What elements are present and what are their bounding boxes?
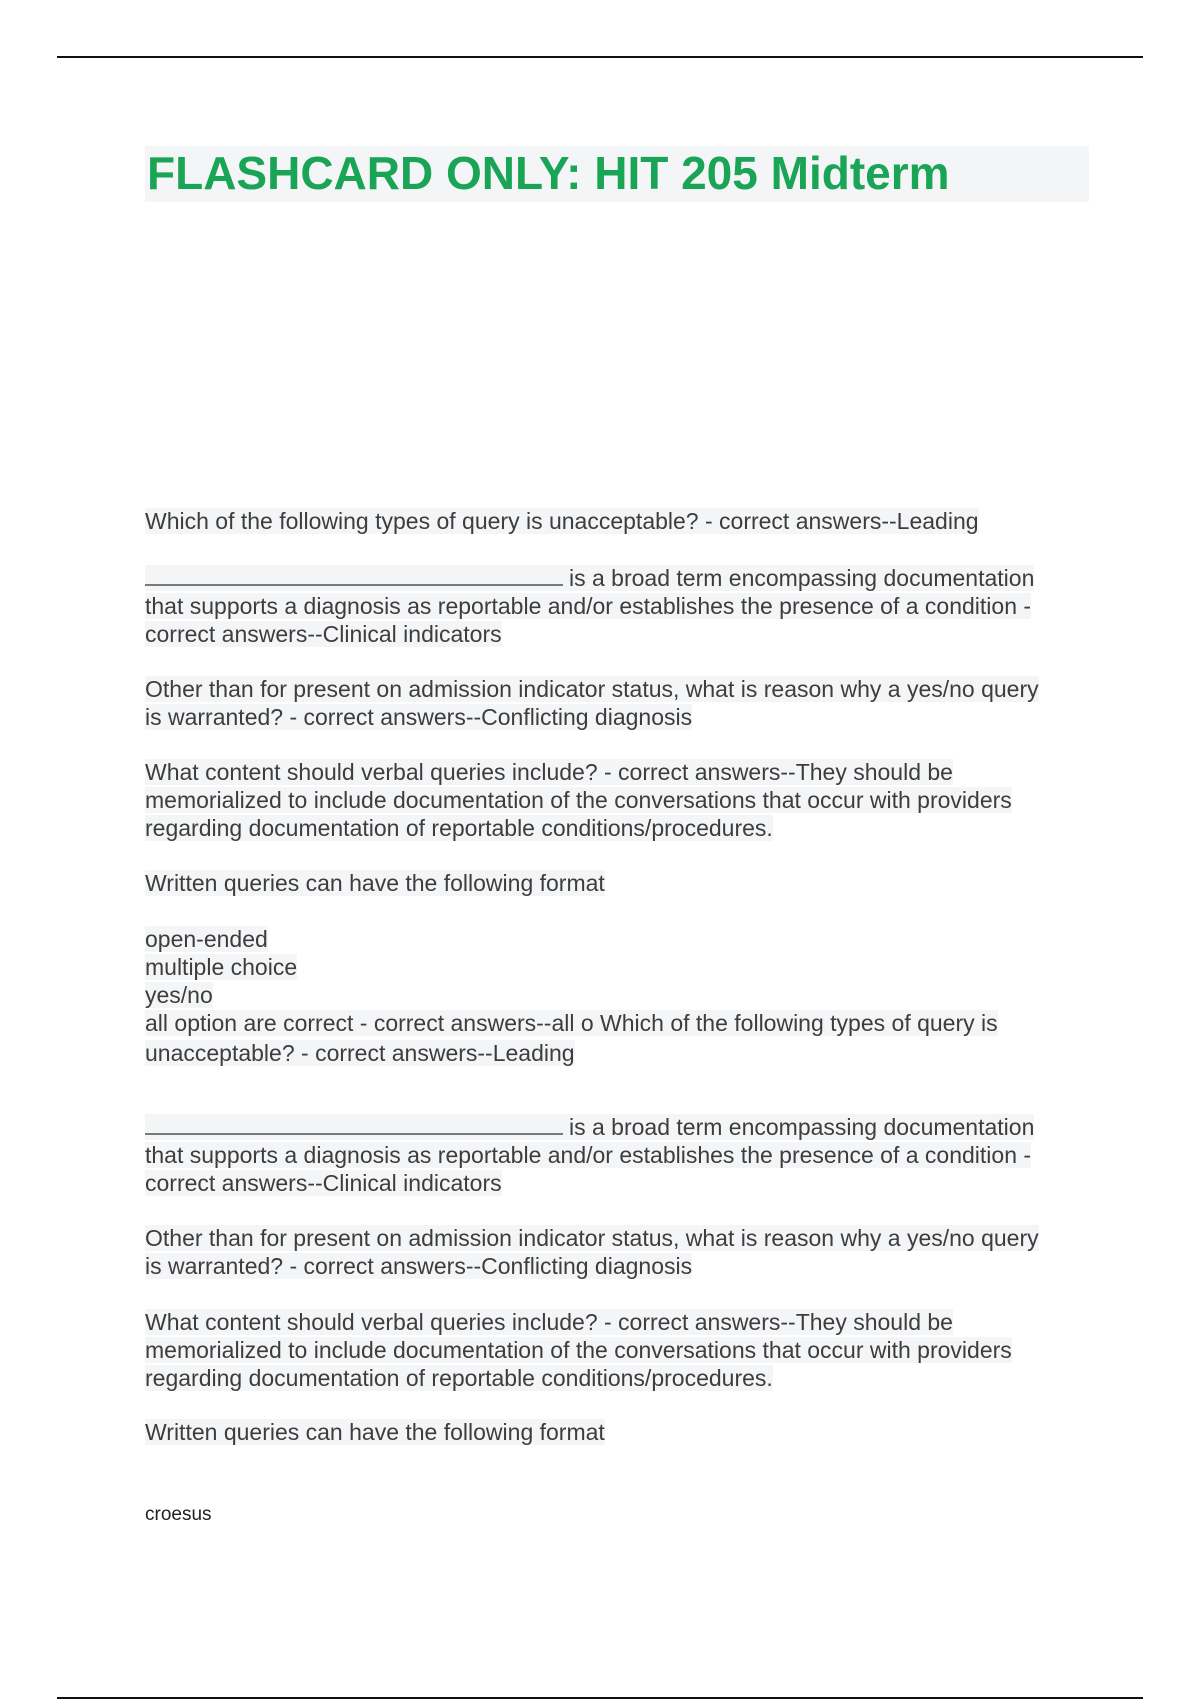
flashcard-7	[145, 1113, 1095, 1197]
card-text-line: multiple choice	[145, 954, 298, 980]
card-text-line: What content should verbal queries include? - correct answers--They should be	[145, 1309, 953, 1335]
flashcard-6	[145, 925, 1095, 1067]
flashcard-8	[145, 1224, 1095, 1280]
card-text-line: yes/no	[145, 982, 213, 1008]
bottom-rule	[57, 1697, 1143, 1699]
card-text-line: correct answers--Clinical indicators	[145, 1170, 502, 1196]
card-text-line: Other than for present on admission indicator status, what is reason why a yes/no query	[145, 676, 1039, 702]
card-text-line: that supports a diagnosis as reportable and/or establishes the presence of a condition -	[145, 1142, 1032, 1168]
flashcard-5	[145, 869, 1095, 897]
flashcard-4	[145, 758, 1095, 842]
card-text-line: is a broad term encompassing documentation	[569, 1114, 1035, 1140]
card-text-line: is warranted? - correct answers--Conflicting diagnosis	[145, 704, 693, 730]
card-text-line: Written queries can have the following format	[145, 1419, 605, 1445]
card-text-line: Which of the following types of query is unacceptable? - correct answers--Leading	[145, 508, 979, 534]
flashcard-3	[145, 675, 1095, 731]
flashcard-2	[145, 564, 1095, 648]
flashcard-10	[145, 1418, 1095, 1446]
footer-author-name: croesus	[145, 1504, 212, 1525]
flashcard-1	[145, 507, 1095, 535]
card-text-line: Written queries can have the following format	[145, 870, 605, 896]
card-text-line: unacceptable? - correct answers--Leading	[145, 1040, 575, 1066]
card-text-line: memorialized to include documentation of the conversations that occur with providers	[145, 787, 1012, 813]
card-text-line: all option are correct - correct answers--all o Which of the following types of query is	[145, 1010, 998, 1036]
flashcard-9	[145, 1308, 1095, 1392]
card-text-line: that supports a diagnosis as reportable and/or establishes the presence of a condition -	[145, 593, 1032, 619]
card-text-line: is warranted? - correct answers--Conflicting diagnosis	[145, 1253, 693, 1279]
card-text-line: is a broad term encompassing documentation	[569, 565, 1035, 591]
fill-in-blank	[145, 566, 563, 586]
document-title: FLASHCARD ONLY: HIT 205 Midterm	[147, 147, 950, 199]
card-text-line: open-ended	[145, 926, 268, 952]
card-text-line: Other than for present on admission indicator status, what is reason why a yes/no query	[145, 1225, 1039, 1251]
card-text-line: correct answers--Clinical indicators	[145, 621, 502, 647]
top-rule	[57, 56, 1143, 58]
card-text-line: memorialized to include documentation of the conversations that occur with providers	[145, 1337, 1012, 1363]
card-text-line: regarding documentation of reportable conditions/procedures.	[145, 815, 773, 841]
fill-in-blank	[145, 1115, 563, 1135]
card-text-line: What content should verbal queries include? - correct answers--They should be	[145, 759, 953, 785]
card-text-line: regarding documentation of reportable conditions/procedures.	[145, 1365, 773, 1391]
